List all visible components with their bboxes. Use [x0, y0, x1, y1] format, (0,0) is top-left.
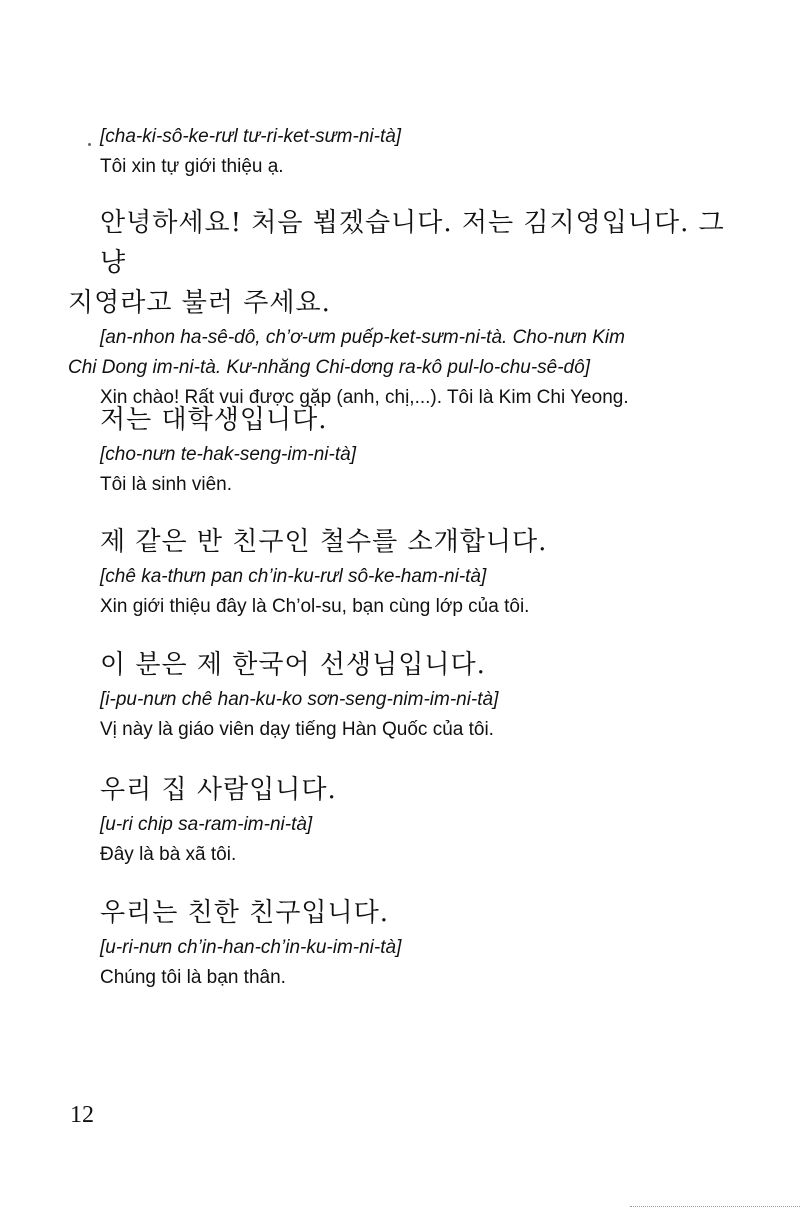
phrase-entry-student: [100, 400, 740, 500]
phrase-entry-teacher: [100, 645, 740, 745]
vietnamese-translation: Xin giới thiệu đây là Ch’ol-su, bạn cùng lớp của tôi.: [100, 596, 530, 617]
korean-phrase-line-1: 안녕하세요! 처음 뵙겠습니다. 저는 김지영입니다. 그냥: [100, 208, 725, 278]
korean-phrase: 제 같은 반 친구인 철수를 소개합니다.: [100, 527, 548, 557]
phrase-entry-friends: [100, 893, 740, 993]
romanization: [68, 323, 740, 383]
romanization: [u-ri chip sa-ram-im-ni-tà]: [100, 814, 313, 835]
korean-phrase: 우리는 친한 친구입니다.: [100, 898, 389, 928]
vietnamese-translation: Tôi là sinh viên.: [100, 474, 233, 495]
korean-phrase: [68, 203, 740, 323]
phrase-entry-wife: [100, 770, 740, 870]
vietnamese-translation: Đây là bà xã tôi.: [100, 844, 237, 865]
page-number: 12: [70, 1102, 94, 1128]
korean-phrase: 우리 집 사람입니다.: [100, 775, 337, 805]
romanization: [i-pu-nưn chê han-ku-ko sơn-seng-nim-im-ni-tà]: [100, 689, 499, 710]
stray-dot-mark: [88, 143, 91, 146]
vietnamese-translation: Chúng tôi là bạn thân.: [100, 967, 286, 988]
romanization: [cha-ki-sô-ke-rưl tư-ri-ket-sưm-ni-tà]: [100, 126, 402, 147]
korean-phrase: 이 분은 제 한국어 선생님입니다.: [100, 650, 486, 680]
phrase-entry-greeting: [68, 203, 740, 413]
romanization: [u-ri-nưn ch’in-han-ch’in-ku-im-ni-tà]: [100, 937, 402, 958]
vietnamese-translation: Tôi xin tự giới thiệu ạ.: [100, 156, 284, 177]
korean-phrase-line-2: 지영라고 불러 주세요.: [68, 288, 331, 318]
romanization-line-2: Chi Dong im-ni-tà. Kư-nhăng Chi-dơng ra-kô pul-lo-chu-sê-dô]: [68, 357, 590, 378]
phrase-entry-self-intro: [100, 122, 740, 182]
vietnamese-translation: Vị này là giáo viên dạy tiếng Hàn Quốc của tôi.: [100, 719, 494, 740]
vietnamese-translation: Xin chào! Rất vui được gặp (anh, chị,...). Tôi là Kim Chi Yeong.: [100, 387, 629, 408]
romanization: [chê ka-thưn pan ch’in-ku-rưl sô-ke-ham-ni-tà]: [100, 566, 487, 587]
bottom-dotted-rule: [630, 1206, 800, 1207]
phrase-entry-classmate: [100, 522, 740, 622]
romanization-line-1: [an-nhon ha-sê-dô, ch’ơ-ưm puếp-ket-sưm-ni-tà. Cho-nưn Kim: [100, 327, 625, 348]
romanization: [cho-nưn te-hak-seng-im-ni-tà]: [100, 444, 356, 465]
korean-phrase: 저는 대학생입니다.: [100, 405, 328, 435]
